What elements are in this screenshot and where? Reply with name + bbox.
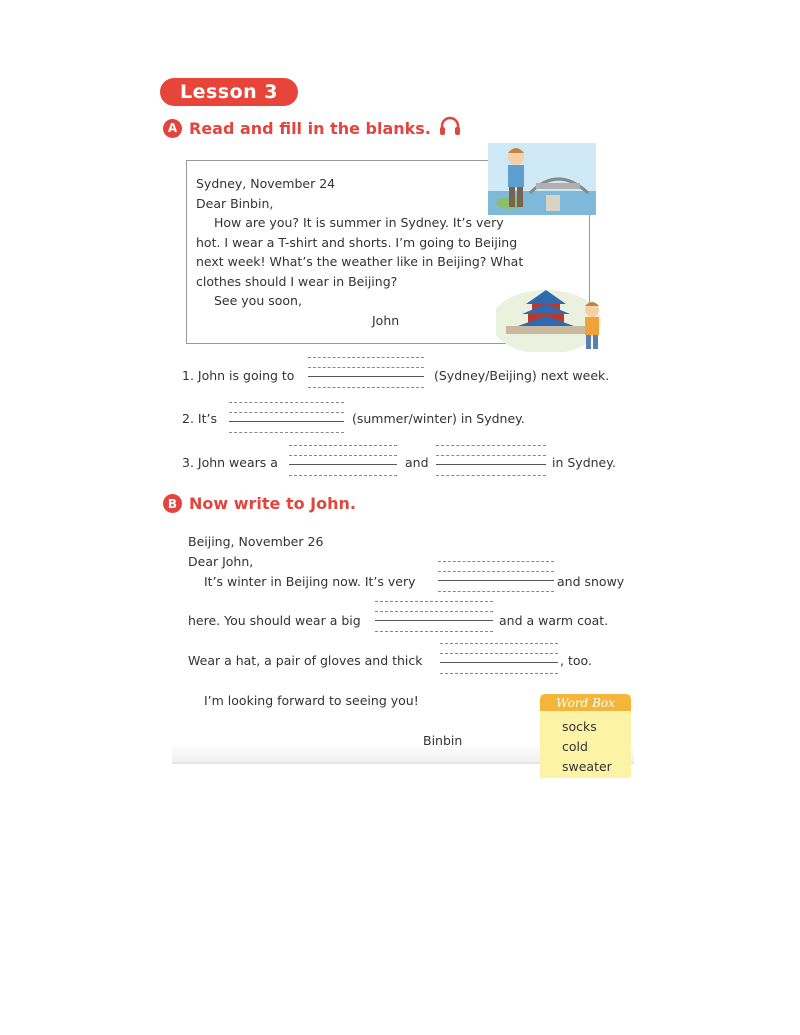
question-1-blank[interactable] [308, 357, 424, 383]
question-2-prefix: 2. It’s [182, 411, 217, 426]
letter-a-date: Sydney, November 24 [196, 176, 336, 191]
letter-b-line2-prefix: here. You should wear a big [188, 613, 361, 628]
question-2-suffix: (summer/winter) in Sydney. [352, 411, 525, 426]
letter-a-body-line: hot. I wear a T-shirt and shorts. I’m going to Beijing [196, 234, 518, 250]
word-box-item: socks [562, 719, 597, 734]
question-3-middle: and [405, 455, 429, 470]
letter-a-body-line: next week! What’s the weather like in Beijing? What [196, 254, 524, 269]
section-b-badge: B [163, 494, 182, 513]
section-b-heading [163, 494, 356, 513]
letter-a-closing: See you soon, [214, 293, 302, 308]
letter-b-line3-suffix: , too. [560, 653, 592, 668]
question-3-prefix: 3. John wears a [182, 455, 278, 470]
question-3-blank-2[interactable] [436, 445, 546, 471]
word-box-item: sweater [562, 759, 612, 774]
word-box [540, 694, 631, 778]
section-a-badge: A [163, 119, 182, 138]
question-1-prefix: 1. John is going to [182, 368, 295, 383]
section-b-heading-text: Now write to John. [189, 494, 356, 513]
letter-b-date: Beijing, November 26 [188, 534, 324, 549]
letter-b-line1-prefix: It’s winter in Beijing now. It’s very [204, 574, 416, 589]
question-2-blank[interactable] [229, 402, 344, 428]
lesson-title: Lesson 3 [160, 78, 298, 106]
letter-b-line3-prefix: Wear a hat, a pair of gloves and thick [188, 653, 423, 668]
letter-b-line1-suffix: and snowy [557, 574, 625, 589]
letter-b-line2-suffix: and a warm coat. [499, 613, 609, 628]
question-3-blank-1[interactable] [289, 445, 397, 471]
section-a-heading-text: Read and fill in the blanks. [189, 118, 431, 138]
word-box-item: cold [562, 739, 588, 754]
section-a-heading [163, 116, 461, 140]
question-1-suffix: (Sydney/Beijing) next week. [434, 368, 610, 383]
letter-a-body-line: How are you? It is summer in Sydney. It’s very [214, 215, 504, 230]
letter-a-greeting: Dear Binbin, [196, 195, 274, 211]
word-box-title: Word Box [540, 694, 631, 711]
letter-b-closing: I’m looking forward to seeing you! [204, 693, 419, 708]
letter-b-greeting: Dear John, [188, 554, 254, 569]
letter-b-blank-3[interactable] [440, 643, 558, 669]
beijing-temple-illustration [496, 282, 606, 356]
letter-b-blank-1[interactable] [438, 561, 554, 587]
headphones-icon[interactable] [439, 116, 461, 140]
sydney-boy-illustration [488, 143, 596, 219]
question-3-suffix: in Sydney. [552, 455, 616, 470]
letter-b-signature: Binbin [423, 733, 463, 748]
letter-a-signature: John [372, 312, 400, 328]
letter-b-blank-2[interactable] [375, 601, 493, 627]
letter-a-body-line: clothes should I wear in Beijing? [196, 273, 398, 289]
